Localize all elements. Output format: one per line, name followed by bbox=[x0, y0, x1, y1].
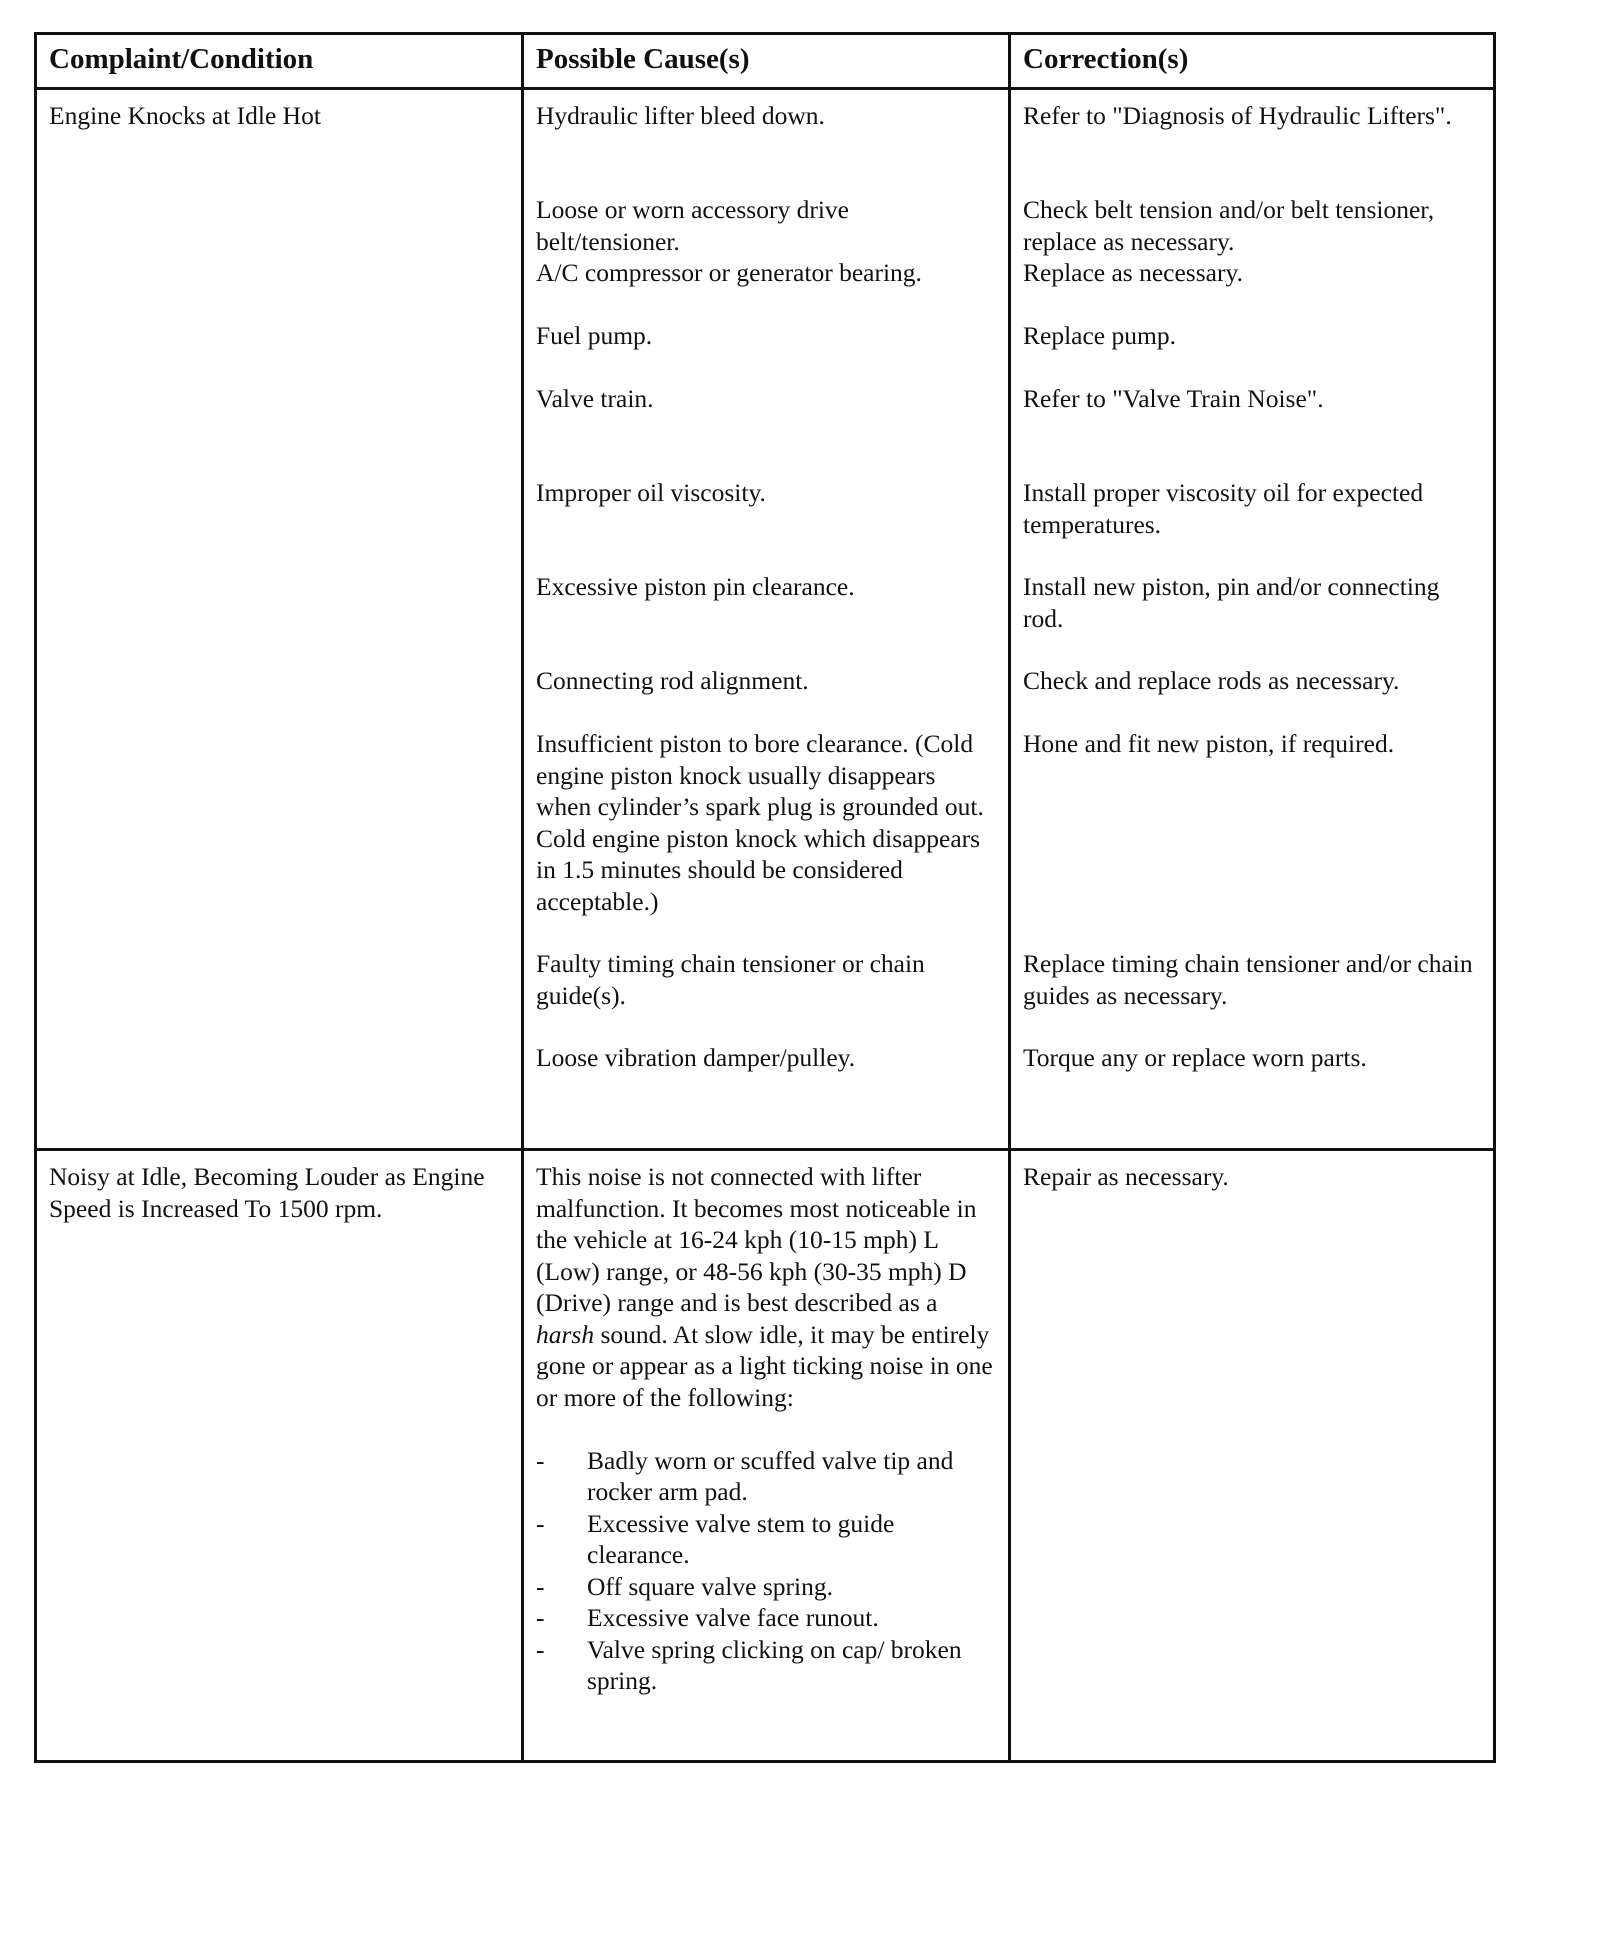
correction-item: Refer to "Diagnosis of Hydraulic Lifters". bbox=[1023, 101, 1452, 130]
correction-item: Torque any or replace worn parts. bbox=[1023, 1043, 1367, 1072]
cause-item: Fuel pump. bbox=[536, 321, 653, 350]
header-corrections: Correction(s) bbox=[1023, 43, 1189, 75]
cause-intro-after: sound. At slow idle, it may be entirely gone or appear as a light ticking noise in one or more of the following: bbox=[536, 1319, 993, 1412]
condition-text: Noisy at Idle, Becoming Louder as Engine Speed is Increased To 1500 rpm. bbox=[49, 1162, 485, 1223]
header-complaint: Complaint/Condition bbox=[37, 35, 524, 87]
causes-cell bbox=[524, 1151, 1011, 1760]
bullet-dash: - bbox=[536, 1445, 545, 1475]
correction-item: Replace as necessary. bbox=[1023, 258, 1243, 287]
bullet-text: Excessive valve face runout. bbox=[587, 1603, 879, 1632]
cause-item: Valve train. bbox=[536, 384, 654, 413]
corrections-cell bbox=[1011, 90, 1493, 1148]
correction-item: Repair as necessary. bbox=[1023, 1162, 1229, 1191]
cause-item: Insufficient piston to bore clearance. (Cold engine piston knock usually disappears when cylinder’s spark plug is grounded out. Cold engine piston knock which disappears in 1.5 minutes should be considered acceptable.) bbox=[536, 729, 984, 916]
cause-item: Connecting rod alignment. bbox=[536, 666, 809, 695]
cause-item: Improper oil viscosity. bbox=[536, 478, 766, 507]
diagnosis-table bbox=[34, 32, 1496, 1763]
cause-item: A/C compressor or generator bearing. bbox=[536, 258, 922, 287]
correction-item: Replace timing chain tensioner and/or chain guides as necessary. bbox=[1023, 949, 1473, 1010]
bullet-dash: - bbox=[536, 1634, 545, 1664]
cause-bullet-list bbox=[536, 1445, 996, 1697]
correction-item: Install proper viscosity oil for expected temperatures. bbox=[1023, 478, 1424, 539]
table-row bbox=[37, 90, 1493, 1151]
cause-item: Loose or worn accessory drive belt/tensioner. bbox=[536, 195, 849, 256]
bullet-dash: - bbox=[536, 1571, 545, 1601]
correction-item: Check belt tension and/or belt tensioner, replace as necessary. bbox=[1023, 195, 1435, 256]
cause-item: Faulty timing chain tensioner or chain guide(s). bbox=[536, 949, 925, 1010]
list-item bbox=[536, 1445, 996, 1508]
list-item bbox=[536, 1571, 996, 1603]
bullet-text: Excessive valve stem to guide clearance. bbox=[587, 1508, 895, 1569]
cause-item: Hydraulic lifter bleed down. bbox=[536, 101, 825, 130]
cause-intro bbox=[536, 1161, 996, 1413]
list-item bbox=[536, 1602, 996, 1634]
cause-intro-before: This noise is not connected with lifter malfunction. It becomes most noticeable in the vehicle at 16-24 kph (10-15 mph) L (Low) range, or 48-56 kph (30-35 mph) D (Drive) range and is best described as a bbox=[536, 1162, 977, 1317]
list-item bbox=[536, 1508, 996, 1571]
cause-item: Loose vibration damper/pulley. bbox=[536, 1043, 856, 1072]
correction-item: Replace pump. bbox=[1023, 321, 1176, 350]
bullet-dash: - bbox=[536, 1508, 545, 1538]
table-header-row bbox=[37, 35, 1493, 90]
bullet-text: Valve spring clicking on cap/ broken spring. bbox=[587, 1634, 962, 1695]
correction-item: Check and replace rods as necessary. bbox=[1023, 666, 1400, 695]
bullet-text: Badly worn or scuffed valve tip and rocker arm pad. bbox=[587, 1445, 954, 1506]
bullet-dash: - bbox=[536, 1603, 545, 1632]
correction-item: Install new piston, pin and/or connecting rod. bbox=[1023, 572, 1440, 633]
header-possible-causes: Possible Cause(s) bbox=[524, 35, 1011, 87]
correction-item: Hone and fit new piston, if required. bbox=[1023, 729, 1395, 758]
causes-cell bbox=[524, 90, 1011, 1148]
list-item bbox=[536, 1634, 996, 1697]
corrections-cell bbox=[1011, 1151, 1493, 1760]
table-row bbox=[37, 1151, 1493, 1760]
cause-intro-emphasis: harsh bbox=[536, 1319, 595, 1349]
bullet-text: Off square valve spring. bbox=[587, 1571, 833, 1601]
condition-cell bbox=[37, 1151, 524, 1760]
cause-item: Excessive piston pin clearance. bbox=[536, 572, 855, 601]
condition-text: Engine Knocks at Idle Hot bbox=[49, 101, 321, 130]
condition-cell bbox=[37, 90, 524, 1148]
correction-item: Refer to "Valve Train Noise". bbox=[1023, 384, 1324, 413]
